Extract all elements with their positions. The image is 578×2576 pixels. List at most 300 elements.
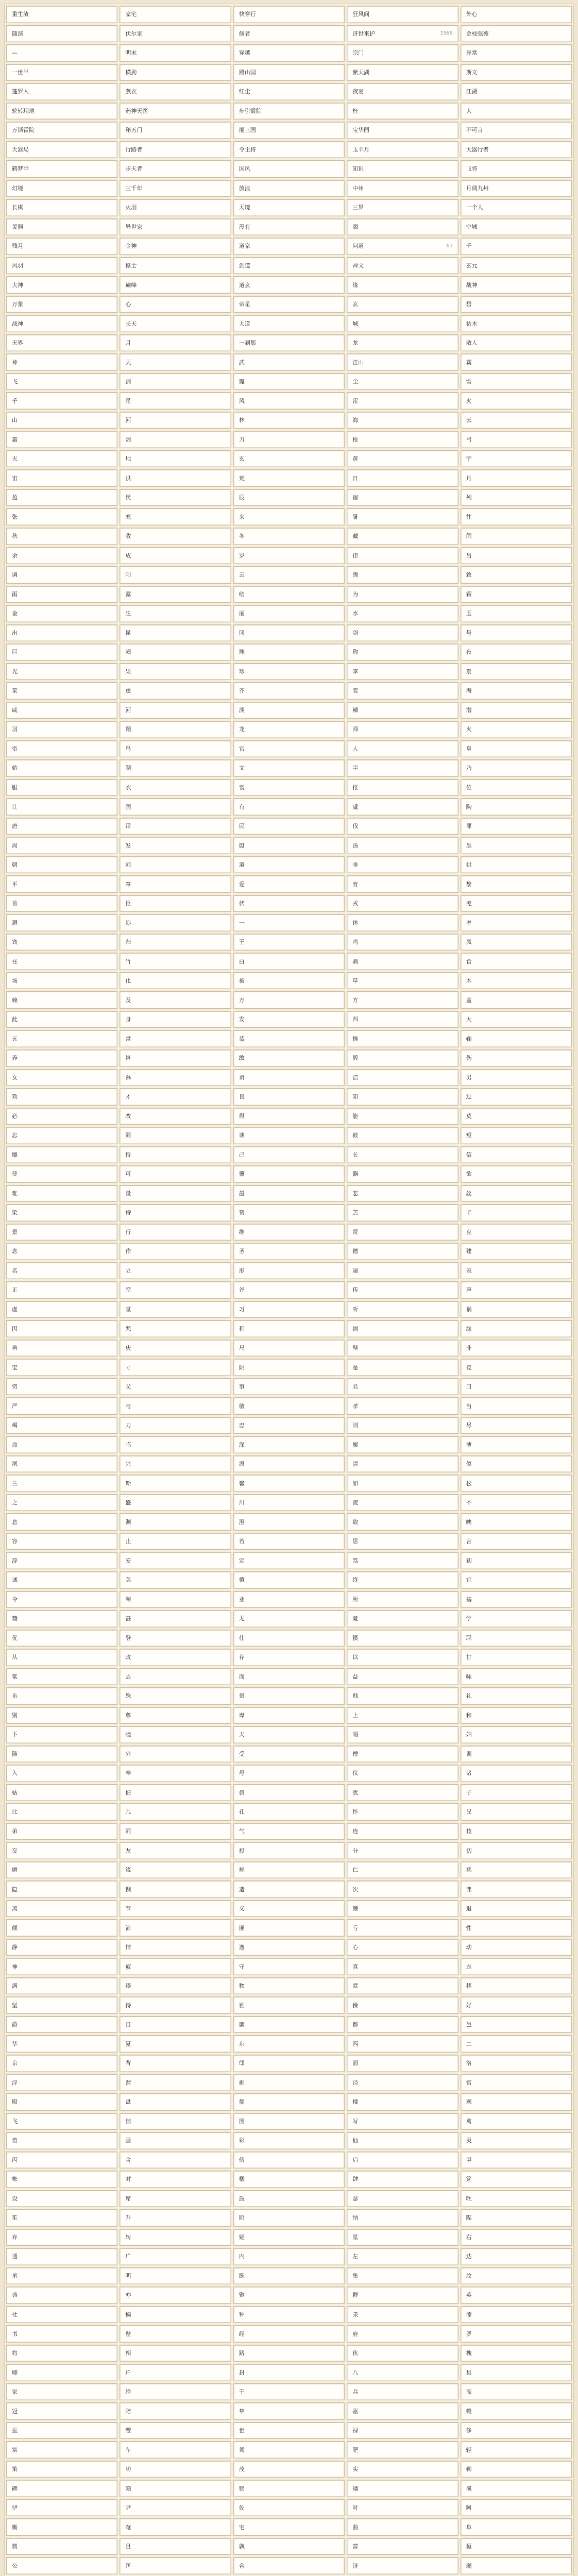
tag-cell[interactable]	[6, 875, 117, 893]
tag-cell[interactable]	[6, 83, 117, 100]
tag-cell[interactable]	[461, 2248, 572, 2265]
tag-cell[interactable]	[120, 392, 231, 410]
tag-cell[interactable]	[233, 972, 345, 990]
tag-cell[interactable]	[233, 1378, 345, 1396]
tag-cell[interactable]	[461, 1455, 572, 1473]
tag-cell[interactable]	[233, 412, 345, 429]
tag-cell[interactable]	[233, 2345, 345, 2362]
tag-cell[interactable]	[6, 489, 117, 506]
tag-cell[interactable]	[461, 1030, 572, 1047]
tag-cell[interactable]	[6, 2171, 117, 2188]
tag-cell[interactable]	[347, 2480, 458, 2497]
tag-cell[interactable]	[233, 2055, 345, 2072]
tag-cell[interactable]	[233, 2035, 345, 2053]
tag-cell[interactable]	[347, 2035, 458, 2053]
tag-cell[interactable]	[233, 2383, 345, 2401]
tag-cell[interactable]	[233, 1745, 345, 1763]
tag-cell[interactable]	[347, 238, 458, 255]
tag-cell[interactable]	[347, 1146, 458, 1164]
tag-cell[interactable]	[120, 1378, 231, 1396]
tag-cell[interactable]	[461, 2286, 572, 2304]
tag-cell[interactable]	[6, 1243, 117, 1260]
tag-cell[interactable]	[347, 972, 458, 990]
tag-cell[interactable]	[233, 1049, 345, 1067]
tag-cell[interactable]	[233, 1919, 345, 1937]
tag-cell[interactable]	[461, 1127, 572, 1144]
tag-cell[interactable]	[120, 238, 231, 255]
tag-cell[interactable]	[120, 334, 231, 352]
tag-cell[interactable]	[461, 1378, 572, 1396]
tag-cell[interactable]	[120, 1011, 231, 1028]
tag-cell[interactable]	[6, 1262, 117, 1280]
tag-cell[interactable]	[120, 1842, 231, 1859]
tag-cell[interactable]	[461, 218, 572, 236]
tag-cell[interactable]	[233, 238, 345, 255]
tag-cell[interactable]	[233, 1649, 345, 1666]
tag-cell[interactable]	[233, 1030, 345, 1047]
tag-cell[interactable]	[120, 856, 231, 874]
tag-cell[interactable]	[233, 1977, 345, 1995]
tag-cell[interactable]	[347, 431, 458, 448]
tag-cell[interactable]	[461, 586, 572, 603]
tag-cell[interactable]	[120, 1687, 231, 1705]
tag-cell[interactable]	[233, 1591, 345, 1608]
tag-cell[interactable]	[347, 315, 458, 332]
tag-cell[interactable]	[6, 1630, 117, 1647]
tag-cell[interactable]	[233, 469, 345, 487]
tag-cell[interactable]	[120, 2229, 231, 2246]
tag-cell[interactable]	[120, 2441, 231, 2459]
tag-cell[interactable]	[233, 1127, 345, 1144]
tag-cell[interactable]	[461, 2209, 572, 2227]
tag-cell[interactable]	[461, 759, 572, 777]
tag-cell[interactable]	[120, 1977, 231, 1995]
tag-cell[interactable]	[120, 353, 231, 371]
tag-cell[interactable]	[461, 2093, 572, 2111]
tag-cell[interactable]	[461, 431, 572, 448]
tag-cell[interactable]	[347, 875, 458, 893]
tag-cell[interactable]	[120, 2480, 231, 2497]
tag-cell[interactable]	[461, 566, 572, 584]
tag-cell[interactable]	[233, 1204, 345, 1222]
tag-cell[interactable]	[347, 412, 458, 429]
tag-cell[interactable]	[233, 1359, 345, 1376]
tag-cell[interactable]	[233, 934, 345, 951]
tag-cell[interactable]	[120, 122, 231, 139]
tag-cell[interactable]	[461, 2190, 572, 2208]
tag-cell[interactable]	[120, 721, 231, 738]
tag-cell[interactable]	[233, 1513, 345, 1531]
tag-cell[interactable]	[6, 1939, 117, 1956]
tag-cell[interactable]	[6, 1900, 117, 1918]
tag-cell[interactable]	[347, 1513, 458, 1531]
tag-cell[interactable]	[6, 1049, 117, 1067]
tag-cell[interactable]	[6, 373, 117, 391]
tag-cell[interactable]	[120, 218, 231, 236]
tag-cell[interactable]	[6, 779, 117, 796]
tag-cell[interactable]	[347, 1939, 458, 1956]
tag-cell[interactable]	[6, 1030, 117, 1047]
tag-cell[interactable]	[347, 64, 458, 81]
tag-cell[interactable]	[461, 1707, 572, 1724]
tag-cell[interactable]	[120, 1745, 231, 1763]
tag-cell[interactable]	[6, 1861, 117, 1879]
tag-cell[interactable]	[120, 2325, 231, 2343]
tag-cell[interactable]	[120, 2113, 231, 2130]
tag-cell[interactable]	[461, 1630, 572, 1647]
tag-cell[interactable]	[6, 218, 117, 236]
tag-cell[interactable]	[347, 2209, 458, 2227]
tag-cell[interactable]	[233, 1224, 345, 1241]
tag-cell[interactable]	[233, 1262, 345, 1280]
tag-cell[interactable]	[120, 837, 231, 854]
tag-cell[interactable]	[120, 1861, 231, 1879]
tag-cell[interactable]	[120, 1765, 231, 1782]
tag-cell[interactable]	[6, 663, 117, 681]
tag-cell[interactable]	[461, 180, 572, 197]
tag-cell[interactable]	[120, 1455, 231, 1473]
tag-cell[interactable]	[233, 1610, 345, 1628]
tag-cell[interactable]	[347, 1301, 458, 1318]
tag-cell[interactable]	[233, 2267, 345, 2285]
tag-cell[interactable]	[347, 1707, 458, 1724]
tag-cell[interactable]	[347, 1359, 458, 1376]
tag-cell[interactable]	[120, 914, 231, 931]
tag-cell[interactable]	[347, 44, 458, 62]
tag-cell[interactable]	[461, 2229, 572, 2246]
tag-cell[interactable]	[461, 25, 572, 43]
tag-cell[interactable]	[6, 1571, 117, 1589]
tag-cell[interactable]	[233, 83, 345, 100]
tag-cell[interactable]	[347, 643, 458, 661]
tag-cell[interactable]	[6, 1649, 117, 1666]
tag-cell[interactable]	[347, 2538, 458, 2555]
tag-cell[interactable]	[6, 431, 117, 448]
tag-cell[interactable]	[233, 1436, 345, 1453]
tag-cell[interactable]	[233, 1301, 345, 1318]
tag-cell[interactable]	[461, 469, 572, 487]
tag-cell[interactable]	[233, 2132, 345, 2149]
tag-cell[interactable]	[120, 1204, 231, 1222]
tag-cell[interactable]	[120, 1668, 231, 1686]
tag-cell[interactable]	[120, 1823, 231, 1840]
tag-cell[interactable]	[461, 1784, 572, 1802]
tag-cell[interactable]	[461, 1417, 572, 1434]
tag-cell[interactable]	[461, 160, 572, 178]
tag-cell[interactable]	[233, 1726, 345, 1743]
tag-cell[interactable]	[461, 2306, 572, 2324]
tag-cell[interactable]	[347, 103, 458, 120]
tag-cell[interactable]	[233, 1958, 345, 1975]
tag-cell[interactable]	[347, 914, 458, 931]
tag-cell[interactable]	[120, 160, 231, 178]
tag-cell[interactable]	[120, 2093, 231, 2111]
tag-cell[interactable]	[120, 663, 231, 681]
tag-cell[interactable]	[233, 702, 345, 719]
tag-cell[interactable]	[461, 1919, 572, 1937]
tag-cell[interactable]	[120, 1533, 231, 1550]
tag-cell[interactable]	[6, 953, 117, 970]
tag-cell[interactable]	[120, 141, 231, 159]
tag-cell[interactable]	[461, 2171, 572, 2188]
tag-cell[interactable]	[6, 586, 117, 603]
tag-cell[interactable]	[461, 2074, 572, 2092]
tag-cell[interactable]	[461, 2113, 572, 2130]
tag-cell[interactable]	[233, 6, 345, 23]
tag-cell[interactable]	[461, 2364, 572, 2381]
tag-cell[interactable]	[347, 1436, 458, 1453]
tag-cell[interactable]	[6, 141, 117, 159]
tag-cell[interactable]	[120, 1958, 231, 1975]
tag-cell[interactable]	[233, 1455, 345, 1473]
tag-cell[interactable]	[347, 218, 458, 236]
tag-cell[interactable]	[120, 702, 231, 719]
tag-cell[interactable]	[347, 160, 458, 178]
tag-cell[interactable]	[6, 1977, 117, 1995]
tag-cell[interactable]	[233, 682, 345, 700]
tag-cell[interactable]	[6, 1281, 117, 1299]
tag-cell[interactable]	[461, 875, 572, 893]
tag-cell[interactable]	[461, 1011, 572, 1028]
tag-cell[interactable]	[461, 934, 572, 951]
tag-cell[interactable]	[6, 1378, 117, 1396]
tag-cell[interactable]	[6, 1011, 117, 1028]
tag-cell[interactable]	[461, 1475, 572, 1492]
tag-cell[interactable]	[6, 2267, 117, 2285]
tag-cell[interactable]	[233, 508, 345, 526]
tag-cell[interactable]	[6, 450, 117, 468]
tag-cell[interactable]	[461, 1591, 572, 1608]
tag-cell[interactable]	[6, 296, 117, 313]
tag-cell[interactable]	[6, 508, 117, 526]
tag-cell[interactable]	[461, 141, 572, 159]
tag-cell[interactable]	[233, 2461, 345, 2478]
tag-cell[interactable]	[347, 2441, 458, 2459]
tag-cell[interactable]	[120, 1146, 231, 1164]
tag-cell[interactable]	[120, 2267, 231, 2285]
tag-cell[interactable]	[347, 1494, 458, 1512]
tag-cell[interactable]	[6, 6, 117, 23]
tag-cell[interactable]	[120, 257, 231, 275]
tag-cell[interactable]	[461, 779, 572, 796]
tag-cell[interactable]	[120, 875, 231, 893]
tag-cell[interactable]	[6, 2480, 117, 2497]
tag-cell[interactable]	[6, 1224, 117, 1241]
tag-cell[interactable]	[461, 276, 572, 294]
tag-cell[interactable]	[461, 1146, 572, 1164]
tag-cell[interactable]	[120, 2402, 231, 2420]
tag-cell[interactable]	[347, 528, 458, 545]
tag-cell[interactable]	[347, 740, 458, 758]
tag-cell[interactable]	[347, 1320, 458, 1337]
tag-cell[interactable]	[461, 1224, 572, 1241]
tag-cell[interactable]	[6, 180, 117, 197]
tag-cell[interactable]	[233, 373, 345, 391]
tag-cell[interactable]	[461, 392, 572, 410]
tag-cell[interactable]	[120, 469, 231, 487]
tag-cell[interactable]	[233, 2441, 345, 2459]
tag-cell[interactable]	[233, 25, 345, 43]
tag-cell[interactable]	[120, 972, 231, 990]
tag-cell[interactable]	[233, 1011, 345, 1028]
tag-cell[interactable]	[233, 199, 345, 216]
tag-cell[interactable]	[461, 315, 572, 332]
tag-cell[interactable]	[233, 605, 345, 622]
tag-cell[interactable]	[461, 1745, 572, 1763]
tag-cell[interactable]	[461, 257, 572, 275]
tag-cell[interactable]	[347, 759, 458, 777]
tag-cell[interactable]	[347, 2306, 458, 2324]
tag-cell[interactable]	[120, 624, 231, 642]
tag-cell[interactable]	[461, 238, 572, 255]
tag-cell[interactable]	[347, 1880, 458, 1898]
tag-cell[interactable]	[120, 2306, 231, 2324]
tag-cell[interactable]	[461, 1880, 572, 1898]
tag-cell[interactable]	[6, 1591, 117, 1608]
tag-cell[interactable]	[6, 1513, 117, 1531]
tag-cell[interactable]	[233, 1088, 345, 1106]
tag-cell[interactable]	[461, 682, 572, 700]
tag-cell[interactable]	[120, 1784, 231, 1802]
tag-cell[interactable]	[6, 934, 117, 951]
tag-cell[interactable]	[6, 160, 117, 178]
tag-cell[interactable]	[347, 2113, 458, 2130]
tag-cell[interactable]	[120, 1088, 231, 1106]
tag-cell[interactable]	[233, 160, 345, 178]
tag-cell[interactable]	[6, 1687, 117, 1705]
tag-cell[interactable]	[120, 798, 231, 816]
tag-cell[interactable]	[6, 566, 117, 584]
tag-cell[interactable]	[347, 2074, 458, 2092]
tag-cell[interactable]	[461, 721, 572, 738]
tag-cell[interactable]	[347, 1745, 458, 1763]
tag-cell[interactable]	[120, 2209, 231, 2227]
tag-cell[interactable]	[233, 1630, 345, 1647]
tag-cell[interactable]	[6, 2557, 117, 2574]
tag-cell[interactable]	[120, 83, 231, 100]
tag-cell[interactable]	[461, 1571, 572, 1589]
tag-cell[interactable]	[461, 1610, 572, 1628]
tag-cell[interactable]	[120, 528, 231, 545]
tag-cell[interactable]	[347, 2402, 458, 2420]
tag-cell[interactable]	[347, 508, 458, 526]
tag-cell[interactable]	[120, 2383, 231, 2401]
tag-cell[interactable]	[120, 2132, 231, 2149]
tag-cell[interactable]	[347, 1340, 458, 1357]
tag-cell[interactable]	[347, 1127, 458, 1144]
tag-cell[interactable]	[233, 547, 345, 565]
tag-cell[interactable]	[347, 1977, 458, 1995]
tag-cell[interactable]	[120, 1262, 231, 1280]
tag-cell[interactable]	[347, 1996, 458, 2014]
tag-cell[interactable]	[461, 83, 572, 100]
tag-cell[interactable]	[461, 1996, 572, 2014]
tag-cell[interactable]	[461, 2132, 572, 2149]
tag-cell[interactable]	[6, 334, 117, 352]
tag-cell[interactable]	[233, 1281, 345, 1299]
tag-cell[interactable]	[461, 1765, 572, 1782]
tag-cell[interactable]	[461, 605, 572, 622]
tag-cell[interactable]	[347, 1571, 458, 1589]
tag-cell[interactable]	[461, 2499, 572, 2517]
tag-cell[interactable]	[233, 315, 345, 332]
tag-cell[interactable]	[461, 837, 572, 854]
tag-cell[interactable]	[6, 1417, 117, 1434]
tag-cell[interactable]	[6, 856, 117, 874]
tag-cell[interactable]	[347, 779, 458, 796]
tag-cell[interactable]	[461, 489, 572, 506]
tag-cell[interactable]	[120, 1030, 231, 1047]
tag-cell[interactable]	[233, 1900, 345, 1918]
tag-cell[interactable]	[6, 1823, 117, 1840]
tag-cell[interactable]	[347, 1011, 458, 1028]
tag-cell[interactable]	[347, 1958, 458, 1975]
tag-cell[interactable]	[6, 1880, 117, 1898]
tag-cell[interactable]	[120, 1803, 231, 1821]
tag-cell[interactable]	[347, 663, 458, 681]
tag-cell[interactable]	[6, 2518, 117, 2536]
tag-cell[interactable]	[347, 2132, 458, 2149]
tag-cell[interactable]	[347, 991, 458, 1009]
tag-cell[interactable]	[6, 759, 117, 777]
tag-cell[interactable]	[233, 528, 345, 545]
tag-cell[interactable]	[347, 1900, 458, 1918]
tag-cell[interactable]	[347, 1784, 458, 1802]
tag-cell[interactable]	[347, 934, 458, 951]
tag-cell[interactable]	[461, 1243, 572, 1260]
tag-cell[interactable]	[120, 1108, 231, 1125]
tag-cell[interactable]	[233, 180, 345, 197]
tag-cell[interactable]	[347, 1243, 458, 1260]
tag-cell[interactable]	[6, 2383, 117, 2401]
tag-cell[interactable]	[347, 334, 458, 352]
tag-cell[interactable]	[120, 2422, 231, 2439]
tag-cell[interactable]	[461, 2016, 572, 2033]
tag-cell[interactable]	[347, 895, 458, 912]
tag-cell[interactable]	[347, 1417, 458, 1434]
tag-cell[interactable]	[6, 2325, 117, 2343]
tag-cell[interactable]	[347, 702, 458, 719]
tag-cell[interactable]	[233, 353, 345, 371]
tag-cell[interactable]	[233, 276, 345, 294]
tag-cell[interactable]	[461, 1687, 572, 1705]
tag-cell[interactable]	[120, 1320, 231, 1337]
tag-cell[interactable]	[461, 1359, 572, 1376]
tag-cell[interactable]	[6, 44, 117, 62]
tag-cell[interactable]	[347, 2345, 458, 2362]
tag-cell[interactable]	[233, 2325, 345, 2343]
tag-cell[interactable]	[347, 2364, 458, 2381]
tag-cell[interactable]	[6, 837, 117, 854]
tag-cell[interactable]	[347, 1552, 458, 1569]
tag-cell[interactable]	[347, 2518, 458, 2536]
tag-cell[interactable]	[6, 1088, 117, 1106]
tag-cell[interactable]	[347, 2190, 458, 2208]
tag-cell[interactable]	[120, 1996, 231, 2014]
tag-cell[interactable]	[461, 547, 572, 565]
tag-cell[interactable]	[233, 1243, 345, 1260]
tag-cell[interactable]	[6, 1533, 117, 1550]
tag-cell[interactable]	[120, 1939, 231, 1956]
tag-cell[interactable]	[347, 2016, 458, 2033]
tag-cell[interactable]	[233, 2557, 345, 2574]
tag-cell[interactable]	[461, 2151, 572, 2169]
tag-cell[interactable]	[461, 1668, 572, 1686]
tag-cell[interactable]	[347, 818, 458, 835]
tag-cell[interactable]	[6, 1494, 117, 1512]
tag-cell[interactable]	[233, 663, 345, 681]
tag-cell[interactable]	[461, 334, 572, 352]
